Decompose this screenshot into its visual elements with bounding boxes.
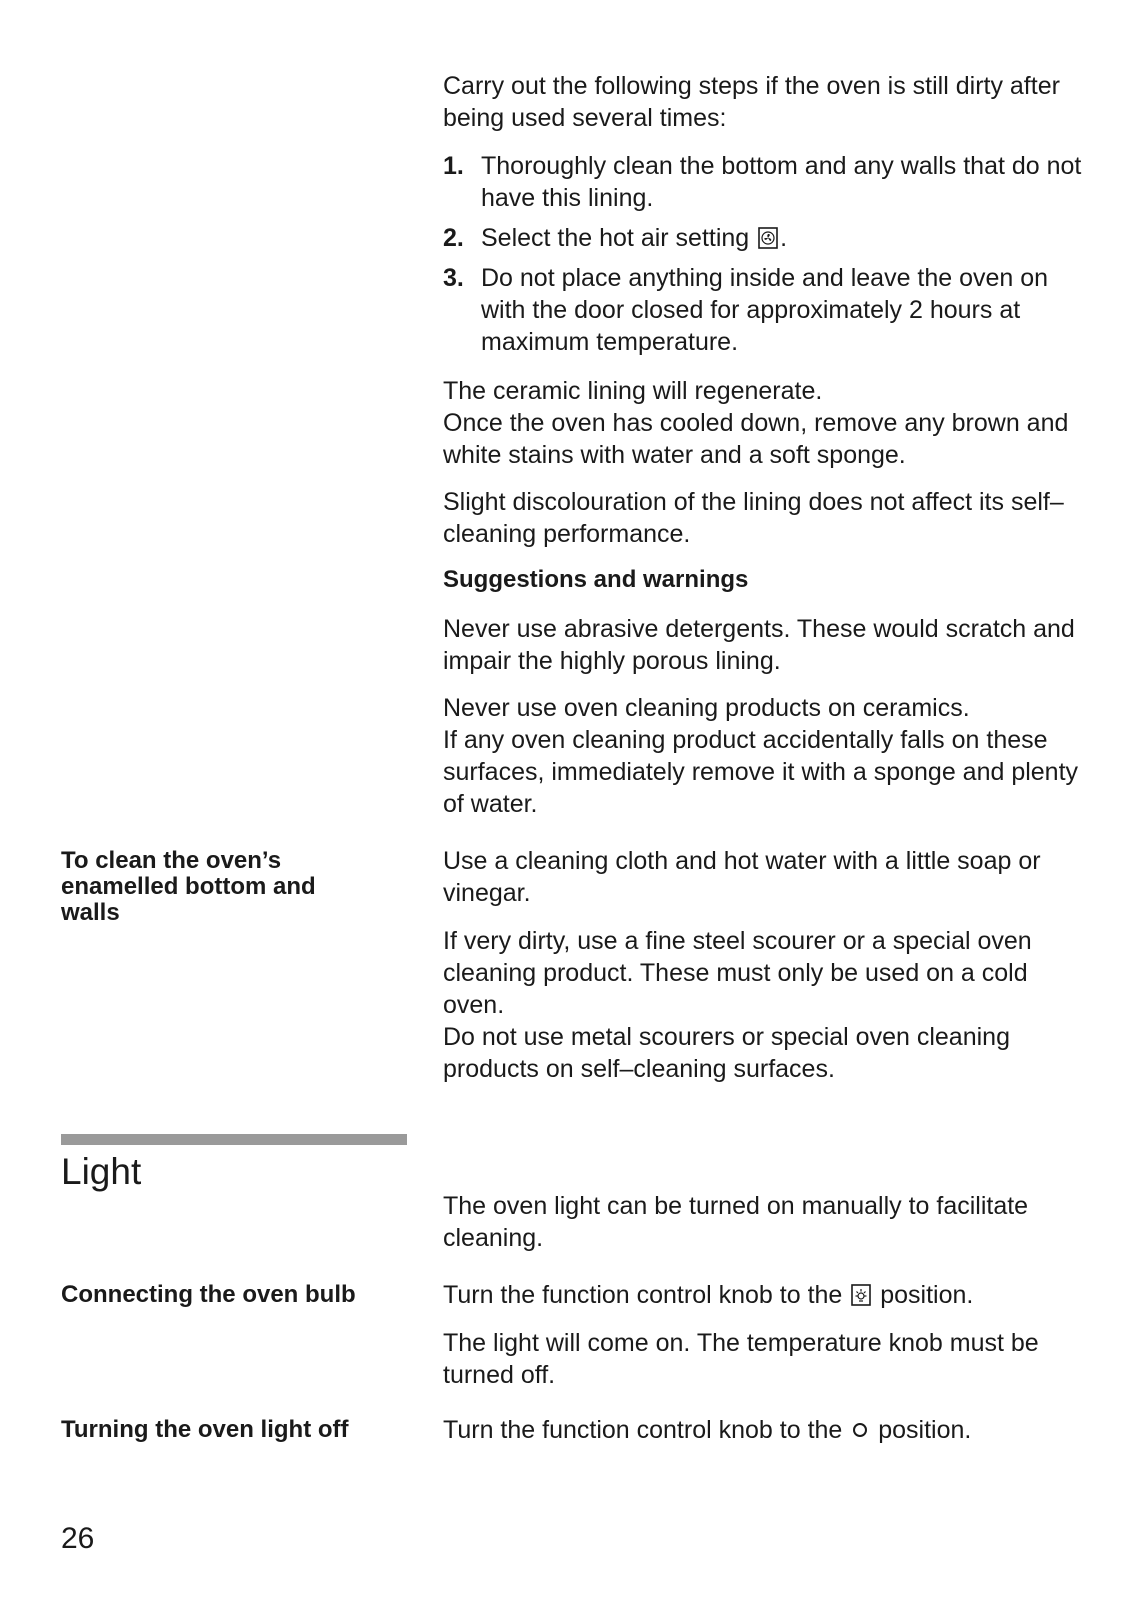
oven-light-icon bbox=[851, 1284, 871, 1306]
regenerate-line: Once the oven has cooled down, remove any brown and white stains with water and a soft sponge. bbox=[443, 409, 1069, 469]
enamel-paragraph: Use a cleaning cloth and hot water with a little soap or vinegar. bbox=[443, 847, 1041, 907]
instruction-text: Turn the function control knob to the bbox=[443, 1281, 843, 1309]
off-position-circle-icon bbox=[853, 1423, 867, 1437]
instruction-text-end: position. bbox=[878, 1416, 972, 1444]
connect-bulb-instruction bbox=[443, 1279, 1083, 1311]
section-title-light: Light bbox=[61, 1151, 142, 1192]
light-intro: The oven light can be turned on manually to facilitate cleaning. bbox=[443, 1192, 1029, 1252]
step-text: Select the hot air setting bbox=[481, 224, 750, 252]
page-number: 26 bbox=[61, 1522, 95, 1555]
hot-air-fan-icon bbox=[758, 227, 778, 249]
light-off-heading: Turning the oven light off bbox=[61, 1416, 349, 1443]
regenerate-line: The ceramic lining will regenerate. bbox=[443, 377, 823, 405]
regenerate-paragraph bbox=[443, 375, 1083, 471]
list-item bbox=[443, 150, 1083, 214]
step-number: 1. bbox=[443, 152, 464, 180]
instruction-text-end: position. bbox=[880, 1281, 974, 1309]
suggestions-heading: Suggestions and warnings bbox=[443, 566, 749, 593]
enamel-line: Do not use metal scourers or special oven cleaning products on self–cleaning surfaces. bbox=[443, 1023, 1010, 1083]
cleaning-steps-list bbox=[443, 150, 1083, 366]
step-text: Do not place anything inside and leave the oven on with the door closed for approximately 2 hours at maximum temperature. bbox=[481, 264, 1049, 356]
list-item bbox=[443, 222, 1083, 254]
step-text-end: . bbox=[780, 224, 788, 252]
step-number: 3. bbox=[443, 264, 464, 292]
section-divider-bar bbox=[61, 1134, 407, 1145]
enamel-dirty-paragraph bbox=[443, 925, 1083, 1085]
instruction-text: Turn the function control knob to the bbox=[443, 1416, 843, 1444]
enamel-side-heading: To clean the oven’s enamelled bottom and walls bbox=[61, 847, 316, 926]
intro-paragraph: Carry out the following steps if the oven is still dirty after being used several times: bbox=[443, 72, 1060, 132]
light-on-note: The light will come on. The temperature knob must be turned off. bbox=[443, 1329, 1039, 1389]
cleaning-products-warning bbox=[443, 692, 1083, 820]
warning-line: If any oven cleaning product accidentally falls on these surfaces, immediately remove it with a sponge and plenty of water. bbox=[443, 726, 1079, 818]
abrasive-warning: Never use abrasive detergents. These would scratch and impair the highly porous lining. bbox=[443, 615, 1075, 675]
step-number: 2. bbox=[443, 224, 464, 252]
discolouration-paragraph: Slight discolouration of the lining does not affect its self–cleaning performance. bbox=[443, 488, 1064, 548]
connect-bulb-heading: Connecting the oven bulb bbox=[61, 1281, 356, 1308]
warning-line: Never use oven cleaning products on ceramics. bbox=[443, 694, 970, 722]
list-item bbox=[443, 262, 1083, 358]
step-text: Thoroughly clean the bottom and any walls that do not have this lining. bbox=[481, 152, 1082, 212]
enamel-line: If very dirty, use a fine steel scourer or a special oven cleaning product. These must only be used on a cold oven. bbox=[443, 927, 1032, 1019]
light-off-instruction bbox=[443, 1414, 1083, 1446]
